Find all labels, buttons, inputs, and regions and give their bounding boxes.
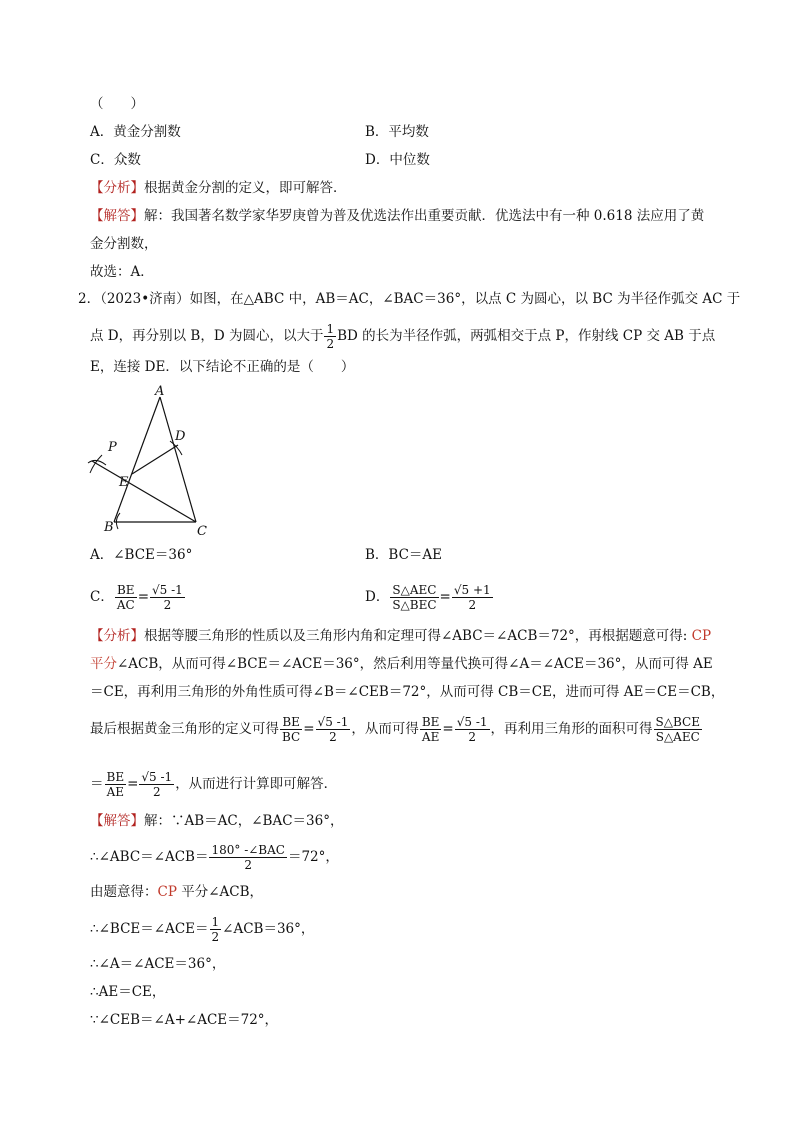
label-p: P: [108, 440, 117, 455]
q2-stem-line2-a: 点 D，再分别以 B，D 为圆心，以大于: [90, 328, 324, 344]
q2-option-d: D． $\frac{\text{S△AEC}}{\text{S△BEC}}$ = $\frac{√5 +1}{2}$: [365, 583, 491, 612]
q2-analysis-line5: ＝ $\frac{BE}{AE}$ = $\frac{√5 -1}{2}$ ，从而进行计算即可解答．: [90, 770, 338, 799]
q2-option-a: A．∠BCE＝36°: [90, 547, 193, 563]
q2-solution-line6: ∴AE＝CE，: [90, 984, 166, 1000]
answer-tag: 【解答】: [90, 813, 144, 829]
q1-option-b: B．平均数: [365, 124, 429, 140]
q1-analysis: [90, 179, 347, 197]
frac-root5-1-b: $\frac{√5 -1}{2}$: [456, 715, 488, 744]
q2-analysis-line3: ＝CE，再利用三角形的外角性质可得∠B＝∠CEB＝72°，从而可得 CB＝CE，进而可得 AE＝CE＝CB，: [90, 684, 725, 700]
triangle-figure: [84, 385, 224, 545]
ray-cp: [92, 461, 196, 522]
q2-option-b: B．BC＝AE: [365, 547, 443, 563]
q2-stem-line2-b: BD 的长为半径作弧，两弧相交于点 P，作射线 CP 交 AB 于点: [337, 328, 716, 344]
optc-lhs: $\frac{BE}{AC}$: [116, 583, 135, 612]
q1-stem-tail: （ ）: [90, 96, 144, 112]
label-a: A: [155, 385, 165, 399]
q2-solution-line7: ∵∠CEB＝∠A+∠ACE＝72°，: [90, 1012, 279, 1028]
analysis-tag: 【分析】: [90, 628, 144, 644]
frac-be-ae: $\frac{BE}{AE}$: [421, 715, 440, 744]
label-c: C: [197, 524, 207, 539]
frac-area: $\frac{\text{S△BCE}}{\text{S△AEC}}$: [655, 715, 700, 744]
q1-option-c: C．众数: [90, 152, 141, 168]
half-den: 2: [326, 337, 335, 351]
q1-answer: [90, 207, 704, 225]
q2-solution-line3: 由题意得：CP 平分∠ACB，: [90, 884, 264, 900]
label-b: B: [104, 520, 114, 535]
answer-text: 解：我国著名数学家华罗庚曾为普及优选法作出重要贡献．优选法中有一种 0.618 法应用了黄: [144, 208, 705, 224]
q1-choice: 故选：A．: [90, 264, 154, 280]
frac-half: $\frac{1}{2}$: [211, 915, 220, 944]
label-e: E: [119, 475, 129, 490]
q1-option-a: A．黄金分割数: [90, 124, 181, 140]
analysis-tag: 【分析】: [90, 180, 144, 196]
q2-option-d-label: D．: [365, 589, 390, 605]
optd-rhs: $\frac{√5 +1}{2}$: [453, 583, 491, 612]
frac-root5-1-c: $\frac{√5 -1}{2}$: [141, 770, 173, 799]
q1-answer-cont: 金分割数，: [90, 236, 158, 252]
segment-de: [132, 445, 178, 474]
q2-option-c-label: C．: [90, 589, 114, 605]
optc-rhs: $\frac{√5 -1}{2}$: [152, 583, 183, 612]
analysis-text: 根据黄金分割的定义，即可解答．: [144, 180, 347, 196]
q1-option-d: D．中位数: [365, 152, 430, 168]
frac-180: $\frac{\text{180° -∠BAC}}{2}$: [211, 843, 285, 872]
q2-stem-line3: E，连接 DE．以下结论不正确的是（ ）: [90, 359, 355, 375]
q2-analysis-line2: 平分∠ACB，从而可得∠BCE＝∠ACE＝36°，然后利用等量代换可得∠A＝∠ACE＝36°，从而可得 AE: [90, 656, 713, 672]
frac-root5-1: $\frac{√5 -1}{2}$: [317, 715, 349, 744]
q2-analysis-line4: 最后根据黄金三角形的定义可得 $\frac{BE}{BC}$ = $\frac{√5 -1}{2}$ ，从而可得 $\frac{BE}{AE}$ = $\frac{√5 -1}{2}$ ，再利用三角形的面积可得 $\frac{\text{S△BCE}}{\text{S△AEC}}$: [90, 715, 700, 744]
q2-solution-line2: ∴∠ABC＝∠ACB＝ $\frac{\text{180° -∠BAC}}{2}$ ＝72°，: [90, 843, 339, 872]
q2-solution-line1: 【解答】解：∵AB＝AC，∠BAC＝36°，: [90, 813, 344, 829]
optd-lhs: $\frac{\text{S△AEC}}{\text{S△BEC}}$: [392, 583, 437, 612]
q2-stem-line2: [90, 322, 715, 351]
frac-be-bc: $\frac{BE}{BC}$: [282, 715, 301, 744]
q2-stem-line1: 2．（2023•济南）如图，在△ABC 中，AB＝AC，∠BAC＝36°，以点 C 为圆心，以 BC 为半径作弧交 AC 于: [78, 291, 741, 307]
q2-solution-line4: ∴∠BCE＝∠ACE＝ $\frac{1}{2}$ ∠ACB＝36°，: [90, 915, 315, 944]
q2-option-c: C． $\frac{BE}{AC}$ = $\frac{√5 -1}{2}$: [90, 583, 183, 612]
frac-be-ae-2: $\frac{BE}{AE}$: [106, 770, 125, 799]
answer-tag: 【解答】: [90, 208, 144, 224]
q2-solution-line5: ∴∠A＝∠ACE＝36°，: [90, 956, 226, 972]
q2-analysis-line1: 【分析】根据等腰三角形的性质以及三角形内角和定理可得∠ABC＝∠ACB＝72°，再根据题意可得: CP: [90, 628, 712, 644]
label-d: D: [175, 429, 186, 444]
half-num: 1: [326, 322, 335, 336]
half-fraction: [324, 322, 336, 351]
